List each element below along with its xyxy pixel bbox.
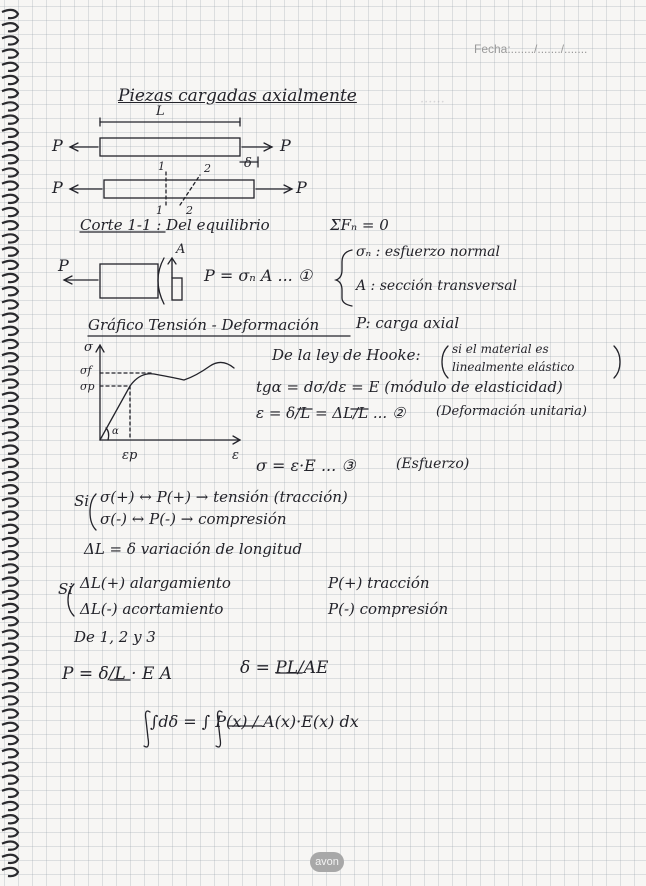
bleed-through: ······ <box>420 95 445 110</box>
tension-rule: σ(+) ↔ P(+) → tensión (tracción) <box>100 488 348 506</box>
sign-rule-si: Si <box>74 492 90 510</box>
elongation-traction: P(+) tracción <box>328 574 430 592</box>
sigma-p-label: σp <box>80 380 95 393</box>
tangent-equation: tgα = dσ/dε = E (módulo de elasticidad) <box>256 378 563 396</box>
section-1-top: 1 <box>158 160 165 173</box>
sigma-f-label: σf <box>80 364 92 377</box>
corte-area: A <box>176 242 186 257</box>
hooke-condition-1: si el material es <box>452 342 549 356</box>
angle-alpha-label: α <box>112 426 119 437</box>
area-definition: A : sección transversal <box>356 278 518 294</box>
section-2-bottom: 2 <box>186 204 193 217</box>
fig1-right-load: P <box>280 136 291 155</box>
fig2-left-load: P <box>52 178 63 197</box>
deformation-formula: δ = PL/AE <box>240 658 329 678</box>
hooke-condition-2: linealmente elástico <box>452 360 575 374</box>
stress-definition: (Esfuerzo) <box>396 456 470 472</box>
length-variation: ΔL = δ variación de longitud <box>84 540 303 558</box>
sigma-definition: σₙ : esfuerzo normal <box>356 244 500 260</box>
shortening-compression: P(-) compresión <box>328 600 449 618</box>
corte-load: P <box>58 256 69 275</box>
load-formula: P = δ/L · E A <box>62 664 173 684</box>
equilibrium-sum: ΣFₙ = 0 <box>330 216 389 234</box>
stress-equation-3: σ = ε·E ... ③ <box>256 456 356 475</box>
fig1-left-load: P <box>52 136 63 155</box>
corte-label: Corte 1-1 : Del equilibrio <box>80 216 270 234</box>
fig1-delta: δ <box>244 156 252 171</box>
graph-x-axis-label: ε <box>232 448 239 463</box>
equation-1: P = σₙ A ... ① <box>204 266 313 285</box>
section-2-top: 2 <box>204 162 211 175</box>
hooke-law-intro: De la ley de Hooke: <box>272 346 421 364</box>
derivation-from: De 1, 2 y 3 <box>74 628 156 646</box>
fig2-bar-drawing <box>70 172 292 206</box>
strain-equation-2: ε = δ/L = ΔL/L ... ② <box>256 404 406 422</box>
page-title: Piezas cargadas axialmente <box>118 86 357 106</box>
fig1-bar-drawing <box>70 118 272 167</box>
shortening-rule: ΔL(-) acortamiento <box>80 600 224 618</box>
elongation-rule: ΔL(+) alargamiento <box>80 574 231 592</box>
section-1-bottom: 1 <box>156 204 163 217</box>
sign-rule-si-2: Si <box>58 580 74 598</box>
fig2-right-load: P <box>296 178 307 197</box>
graph-y-axis-label: σ <box>84 340 93 355</box>
integral-formula: ∫dδ = ∫ P(x) / A(x)·E(x) dx <box>150 712 359 731</box>
compression-rule: σ(-) ↔ P(-) → compresión <box>100 510 287 528</box>
fig1-length-label: L <box>156 104 165 119</box>
axial-load-definition: P: carga axial <box>356 314 460 332</box>
fecha-label: Fecha:......./......./....... <box>474 42 588 56</box>
epsilon-p-label: εp <box>122 448 138 463</box>
strain-definition: (Deformación unitaria) <box>436 404 587 419</box>
graph-title: Gráfico Tensión - Deformación <box>88 316 320 334</box>
brand-logo: avon <box>310 852 344 872</box>
